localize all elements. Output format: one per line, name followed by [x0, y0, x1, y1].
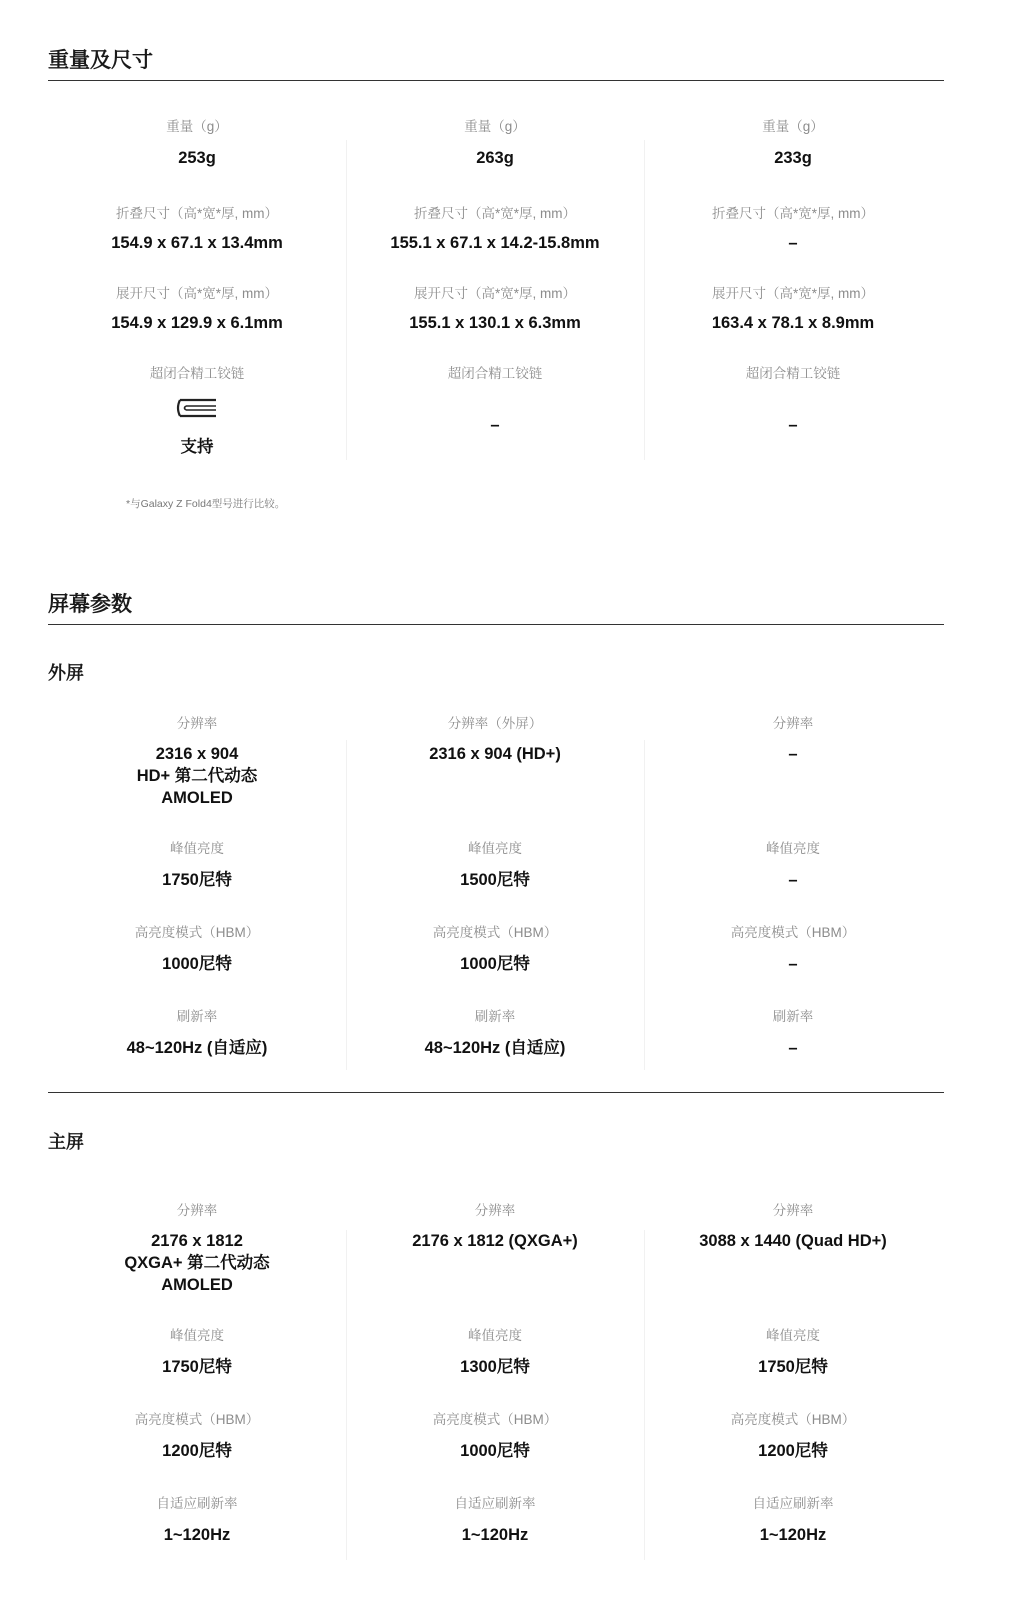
unfolded-size-label: 展开尺寸（高*宽*厚, mm）: [116, 286, 278, 301]
folded-size-value: 155.1 x 67.1 x 14.2-15.8mm: [390, 234, 600, 252]
hbm-label: 高亮度模式（HBM）: [134, 1412, 260, 1427]
refresh-rate-label: 刷新率: [176, 1009, 218, 1024]
hbm-label: 高亮度模式（HBM）: [432, 925, 558, 940]
hinge-label: 超闭合精工铰链: [745, 366, 841, 381]
folded-size-label: 折叠尺寸（高*宽*厚, mm）: [712, 206, 874, 221]
hbm-value: –: [788, 955, 798, 973]
weight-label: 重量（g）: [762, 119, 824, 134]
peak-brightness-value: 1750尼特: [162, 1358, 232, 1376]
weight-value: 233g: [774, 149, 812, 167]
resolution-value: –: [788, 745, 798, 763]
folded-size-value: 154.9 x 67.1 x 13.4mm: [111, 234, 283, 252]
resolution-label: 分辨率: [474, 1203, 516, 1218]
folded-size-value: –: [788, 234, 798, 252]
hbm-value: 1200尼特: [758, 1442, 828, 1460]
weight-label: 重量（g）: [166, 119, 228, 134]
section-divider: [48, 80, 944, 81]
peak-brightness-label: 峰值亮度: [468, 1328, 522, 1343]
unfolded-size-value: 163.4 x 78.1 x 8.9mm: [711, 314, 875, 332]
resolution-label: 分辨率: [772, 716, 814, 731]
hinge-label: 超闭合精工铰链: [447, 366, 543, 381]
hbm-label: 高亮度模式（HBM）: [730, 925, 856, 940]
peak-brightness-value: –: [788, 871, 798, 889]
hinge-value: –: [788, 416, 798, 434]
resolution-label: 分辨率: [772, 1203, 814, 1218]
weight-label: 重量（g）: [464, 119, 526, 134]
hinge-value: 支持: [180, 438, 214, 456]
peak-brightness-value: 1500尼特: [460, 871, 530, 889]
refresh-rate-value: 48~120Hz (自适应): [126, 1039, 268, 1057]
adaptive-refresh-value: 1~120Hz: [759, 1526, 827, 1544]
peak-brightness-label: 峰值亮度: [170, 841, 224, 856]
refresh-rate-label: 刷新率: [772, 1009, 814, 1024]
refresh-rate-value: 48~120Hz (自适应): [424, 1039, 566, 1057]
resolution-label: 分辨率: [176, 716, 218, 731]
resolution-value: 2176 x 1812 QXGA+ 第二代动态 AMOLED: [124, 1232, 270, 1294]
resolution-value: 2316 x 904 (HD+): [429, 745, 561, 763]
hinge-icon: [176, 395, 220, 421]
unfolded-size-value: 155.1 x 130.1 x 6.3mm: [409, 314, 581, 332]
peak-brightness-value: 1750尼特: [162, 871, 232, 889]
outer-screen-title: 外屏: [48, 663, 84, 683]
peak-brightness-value: 1750尼特: [758, 1358, 828, 1376]
hbm-value: 1200尼特: [162, 1442, 232, 1460]
resolution-value: 2176 x 1812 (QXGA+): [412, 1232, 578, 1250]
folded-size-label: 折叠尺寸（高*宽*厚, mm）: [414, 206, 576, 221]
subsection-divider: [48, 1092, 944, 1093]
hinge-label: 超闭合精工铰链: [149, 366, 245, 381]
footnote: *与Galaxy Z Fold4型号进行比较。: [126, 498, 286, 510]
peak-brightness-label: 峰值亮度: [766, 1328, 820, 1343]
adaptive-refresh-value: 1~120Hz: [163, 1526, 231, 1544]
adaptive-refresh-label: 自适应刷新率: [752, 1496, 834, 1511]
resolution-label: 分辨率: [176, 1203, 218, 1218]
hbm-value: 1000尼特: [162, 955, 232, 973]
resolution-label: 分辨率（外屏）: [447, 716, 543, 731]
section-title-weight: 重量及尺寸: [48, 49, 153, 72]
peak-brightness-label: 峰值亮度: [468, 841, 522, 856]
unfolded-size-label: 展开尺寸（高*宽*厚, mm）: [712, 286, 874, 301]
section-title-display: 屏幕参数: [48, 593, 132, 616]
adaptive-refresh-label: 自适应刷新率: [156, 1496, 238, 1511]
adaptive-refresh-label: 自适应刷新率: [454, 1496, 536, 1511]
hbm-value: 1000尼特: [460, 955, 530, 973]
hbm-value: 1000尼特: [460, 1442, 530, 1460]
adaptive-refresh-value: 1~120Hz: [461, 1526, 529, 1544]
unfolded-size-label: 展开尺寸（高*宽*厚, mm）: [414, 286, 576, 301]
weight-value: 253g: [178, 149, 216, 167]
folded-size-label: 折叠尺寸（高*宽*厚, mm）: [116, 206, 278, 221]
weight-value: 263g: [476, 149, 514, 167]
unfolded-size-value: 154.9 x 129.9 x 6.1mm: [111, 314, 283, 332]
hbm-label: 高亮度模式（HBM）: [432, 1412, 558, 1427]
hinge-value: –: [490, 416, 500, 434]
resolution-value: 3088 x 1440 (Quad HD+): [699, 1232, 887, 1250]
main-screen-title: 主屏: [48, 1132, 84, 1152]
section-divider: [48, 624, 944, 625]
resolution-value: 2316 x 904 HD+ 第二代动态 AMOLED: [136, 745, 258, 807]
hbm-label: 高亮度模式（HBM）: [134, 925, 260, 940]
peak-brightness-value: 1300尼特: [460, 1358, 530, 1376]
refresh-rate-value: –: [788, 1039, 798, 1057]
peak-brightness-label: 峰值亮度: [170, 1328, 224, 1343]
refresh-rate-label: 刷新率: [474, 1009, 516, 1024]
peak-brightness-label: 峰值亮度: [766, 841, 820, 856]
hbm-label: 高亮度模式（HBM）: [730, 1412, 856, 1427]
